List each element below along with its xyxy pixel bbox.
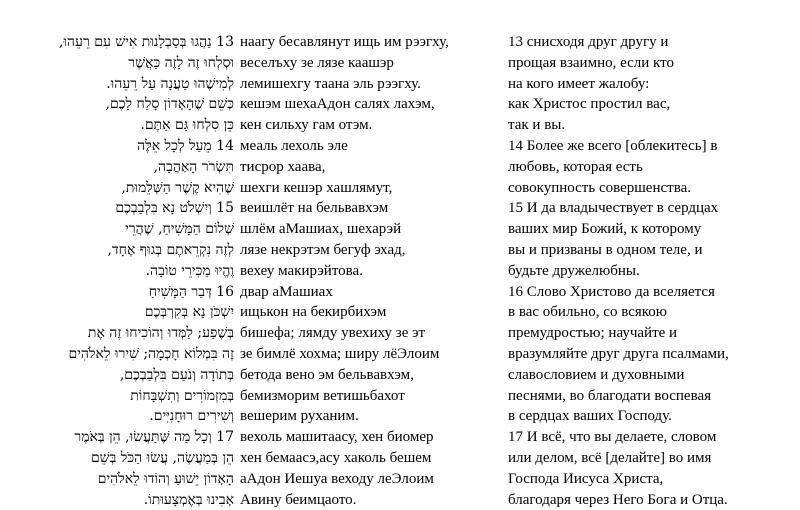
text-line: לְמִישֶׁהוּ טַעֲנָה עַל רֵעֵהוּ. [106,75,234,92]
text-line: ваших мир Божий, к которому [508,221,702,238]
text-line: 16 דְּבַר הַמָּשִׁיחַ [148,283,234,300]
text-line: בְּתוֹדָה וְנֹעַם בִּלְבַבְכֶם, [119,366,234,383]
text-line: вешерим руханим. [240,408,359,425]
text-line: двар аМашиах [240,283,333,300]
text-line: כְּשֵׁם שֶׁהָאָדוֹן סָלַח לָכֶם, [105,96,234,113]
text-line: веселъху зе лязе каашэр [240,54,394,71]
text-line: 13 נַהֲגוּ בְּסַבְלָנוּת אִישׁ עִם רֵעֵהוּ, [58,34,234,50]
text-line: 14 מֵעַל לְכָל אֵלֶּה [137,137,234,154]
text-line: лемишехгу таана эль рээгху. [240,75,421,92]
text-line: 15 וְיִשְׁלֹט נָא בִּלְבַבְכֶם [115,200,234,217]
text-line: лязе некрэтэм бегуф эхад, [240,241,406,258]
text-line: любовь, которая есть [508,158,643,175]
text-line: в вас обильно, со всякою [508,304,667,321]
text-line: הֵן בְּמַעֲשֶׂה, עֲשׂוּ הַכֹּל בְּשֵׁם [90,449,234,466]
text-line: שְׁלוֹם הַמָּשִׁיחַ, שֶׁהֲרֵי [125,221,234,238]
text-line: וֶהֱיוּ מַכִּירֵי טוֹבָה. [145,262,234,279]
text-line: веишлёт на бельвавхэм [240,200,389,217]
text-line: бемизморим ветишьбахот [240,387,405,404]
text-line: בְּשֶׁפַע; לַמְּדוּ וְהוֹכִיחוּ זֶה אֶת [87,325,234,342]
text-line: вы и призваны в одном теле, и [508,241,703,258]
text-line: Господа Иисуса Христа, [508,470,664,487]
text-line: תִּשְׂרֹר הָאַהֲבָה, [153,158,234,175]
text-line: бетода вено эм бельвавхэм, [240,366,414,383]
text-line: 16 Слово Христово да вселяется [508,283,715,300]
text-line: זֶה בִּמְלוֹא חָכְמָה; שִׁירוּ לֵאלֹהִים [68,345,234,362]
text-line: песнями, во благодати воспевая [508,387,712,404]
text-line: Авину беимцаото. [240,491,357,508]
text-line: на кого имеет жалобу: [508,75,650,92]
text-line: славословием и духовными [508,366,685,383]
text-line: так и вы. [508,117,566,134]
hebrew-column [52,32,234,510]
text-line: כֵּן סִלְחוּ גַּם אַתֶּם. [140,117,234,134]
text-line: кен сильху гам отэм. [240,117,373,134]
text-line: хен бемаасэ,асу хаколь бешем [240,449,432,466]
text-line: кешэм шехаАдон салях лахэм, [240,96,435,113]
text-line: 14 Более же всего [облекитесь] в [508,137,718,154]
text-line: благодаря через Него Бога и Отца. [508,491,728,508]
text-line: לְזֶה נִקְרֵאתֶם בְּגוּף אֶחָד, [107,241,234,258]
text-line: вразумляйте друг друга псалмами, [508,345,729,362]
text-line: 13 снисходя друг другу и [508,34,669,50]
text-line: зе бимлё хохма; ширу лёЭлоим [240,345,440,362]
text-line: шлём аМашиах, шехарэй [240,221,402,238]
text-line: 15 И да владычествует в сердцах [508,200,719,217]
text-line: 17 И всё, что вы делаете, словом [508,429,717,446]
text-line: וּסְלְחוּ זֶה לָזֶה כַּאֲשֶׁר [128,54,234,71]
transliteration-column [240,32,490,510]
text-line: премудростью; научайте и [508,325,678,342]
text-line: הָאָדוֹן יֵשׁוּעַ וְהוֹדוּ לֵאלֹהִים [97,470,234,487]
text-line: יִשְׁכֹּן נָא בְּקִרְבְּכֶם [144,304,234,321]
text-line: будьте дружелюбны. [508,262,640,279]
text-line: меаль лехоль эле [240,137,348,154]
text-line: как Христос простил вас, [508,96,671,113]
text-line: шехги кешэр хашлямут, [240,179,393,196]
text-line: 17 וְכָל מַה שֶּׁתַּעֲשׂוּ, הֵן בְּאֹמֶר [74,429,234,446]
text-line: прощая взаимно, если кто [508,54,674,71]
text-line: в сердцах ваших Господу. [508,408,672,425]
text-line: наагу бесавлянут ищь им рээгху, [240,34,449,50]
text-line: שֶׁהִיא קֶשֶׁר הַשְּׁלֵמוּת, [121,179,234,196]
text-line: аАдон Иешуа веходу леЭлоим [240,470,434,487]
text-line: тисрор хаава, [240,158,326,175]
text-line: בְּמִזְמוֹרִים וְתִשְׁבָּחוֹת [130,387,234,404]
text-line: вехеу макирэйтова. [240,262,363,279]
text-line: וְשִׁירִים רוּחָנִיִּים. [149,408,234,425]
text-line: אָבִינוּ בְּאֶמְצָעוּתוֹ. [143,491,234,508]
text-line: ищькон на бекирбихэм [240,304,387,321]
text-line: вехоль машитаасу, хен биомер [240,429,434,446]
text-line: или делом, всё [делайте] во имя [508,449,712,466]
russian-column [508,32,794,510]
text-line: совокупность совершенства. [508,179,691,196]
text-line: бишефа; лямду увехиху зе эт [240,325,426,342]
